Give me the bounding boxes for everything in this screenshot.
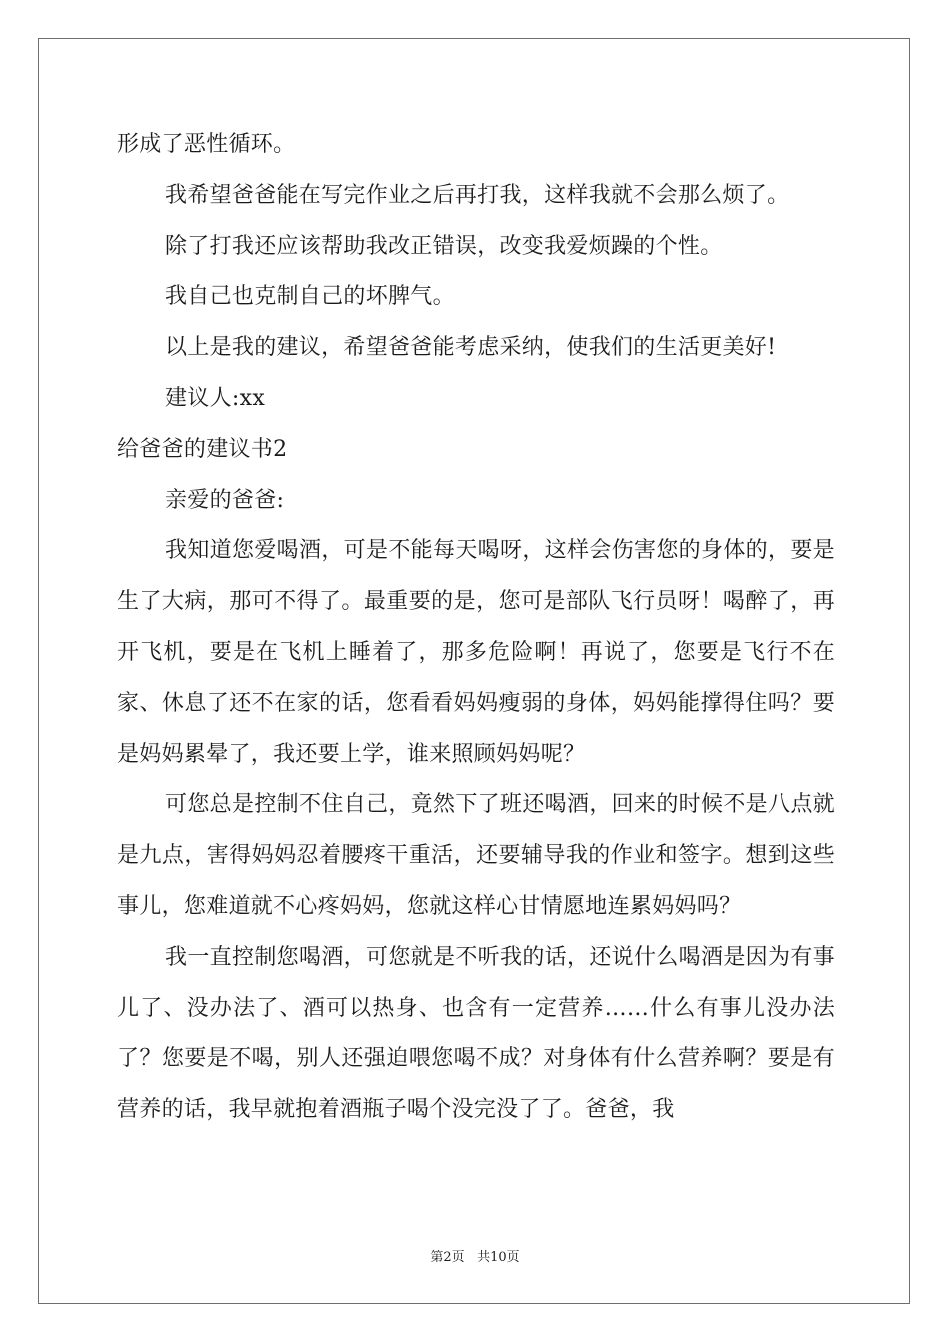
paragraph: 我自己也克制自己的坏脾气。 — [165, 284, 455, 310]
paragraph: 以上是我的建议，希望爸爸能考虑采纳，使我们的生活更美好! — [165, 335, 777, 361]
paragraph: 我希望爸爸能在写完作业之后再打我，这样我就不会那么烦了。 — [165, 182, 790, 208]
document-body — [117, 120, 835, 1136]
signature-line: 建议人:xx — [165, 385, 266, 411]
paragraph: 我一直控制您喝酒，可您就是不听我的话，还说什么喝酒是因为有事儿了、没办法了、酒可以热身、也含有一定营养……什么有事儿没办法了？您要是不喝，别人还强迫喂您喝不成？对身体有什么营养啊？要是有营养的话，我早就抱着酒瓶子喝个没完没了了。爸爸，我 — [117, 944, 835, 1123]
page-total: 共10页 — [477, 1250, 520, 1265]
paragraph: 形成了恶性循环。 — [117, 132, 296, 157]
section-heading: 给爸爸的建议书2 — [117, 436, 288, 462]
paragraph: 除了打我还应该帮助我改正错误，改变我爱烦躁的个性。 — [165, 233, 723, 259]
salutation: 亲爱的爸爸: — [165, 487, 285, 513]
paragraph: 可您总是控制不住自己，竟然下了班还喝酒，回来的时候不是八点就是九点，害得妈妈忍着腰疼干重活，还要辅导我的作业和签字。想到这些事儿，您难道就不心疼妈妈，您就这样心甘情愿地连累妈妈吗？ — [117, 792, 835, 919]
paragraph: 我知道您爱喝酒，可是不能每天喝呀，这样会伤害您的身体的，要是生了大病，那可不得了。最重要的是，您可是部队飞行员呀！喝醉了，再开飞机，要是在飞机上睡着了，那多危险啊！再说了，您要是飞行不在家、休息了还不在家的话，您看看妈妈瘦弱的身体，妈妈能撑得住吗？要是妈妈累晕了，我还要上学，谁来照顾妈妈呢？ — [117, 538, 835, 767]
page-footer — [0, 1246, 950, 1265]
page-number: 第2页 — [430, 1250, 465, 1265]
